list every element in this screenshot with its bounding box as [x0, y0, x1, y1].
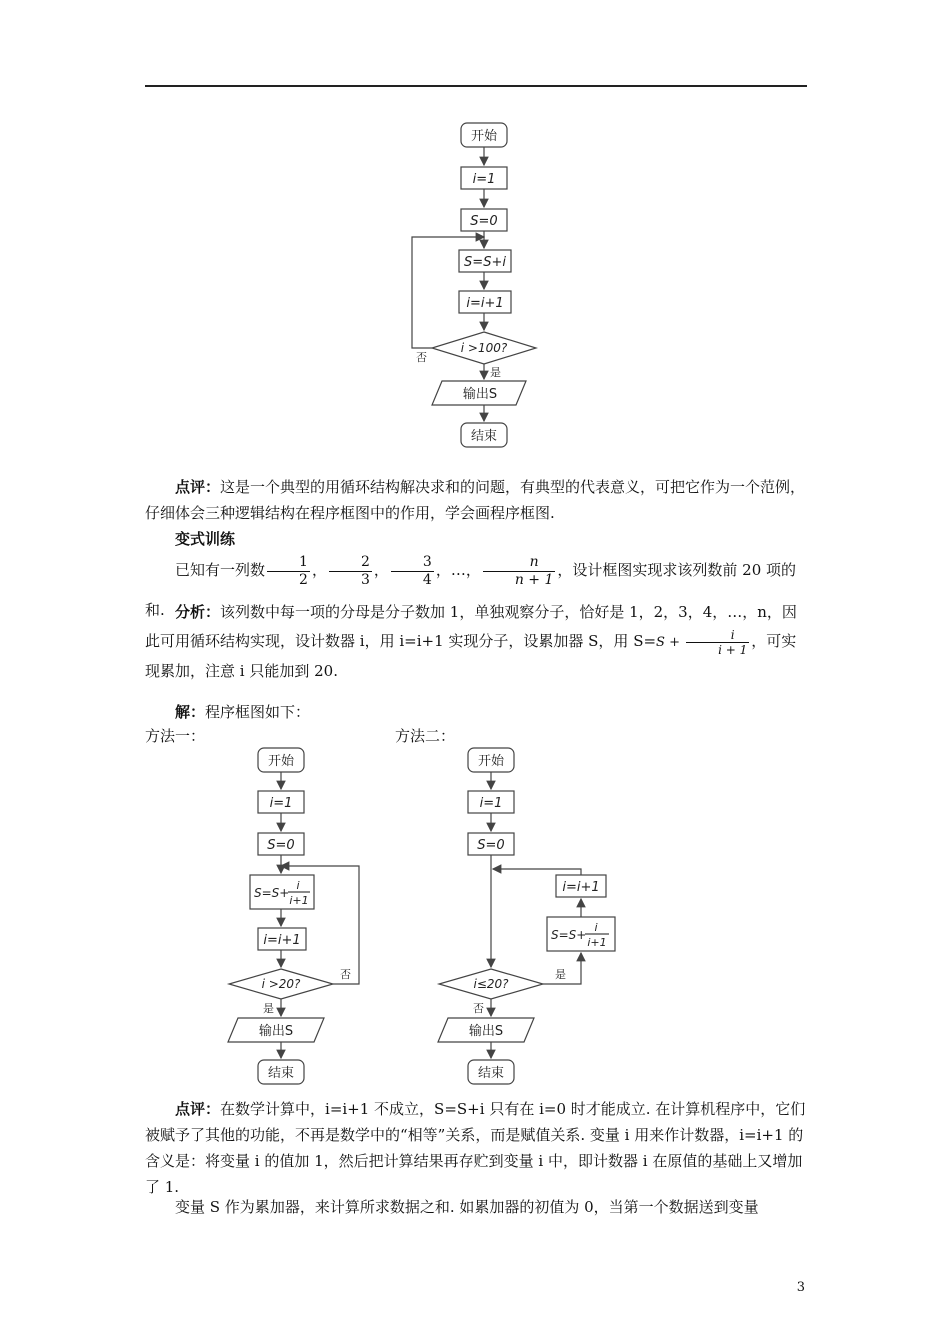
fc2-init-i-label: i=1 — [269, 796, 293, 811]
variant-heading — [145, 526, 807, 552]
fc2-accum-frac-num: i — [296, 879, 300, 892]
fc2-no-label: 否 — [340, 968, 351, 981]
fc1-init-i-label: i=1 — [472, 172, 496, 187]
seq-fraction-last: $\frac{n}{n + 1}$ — [483, 554, 556, 589]
fc3-init-i-label: i=1 — [479, 796, 503, 811]
flowchart-main — [400, 115, 560, 455]
problem-statement: 已知有一列数 $\frac{1}{2}$ ， $\frac{2}{3}$ ， $\frac{3}{4}$ ，…， $\frac{n}{n + 1}$ ，设计框图实现求该列数前 20 项的和. — [145, 553, 797, 619]
problem-post: ，设计框图实现求该列数前 20 项的和. — [145, 561, 797, 619]
fc3-incr-label: i=i+1 — [562, 880, 600, 895]
comment-paragraph-1 — [145, 474, 807, 526]
fc3-init-s-label: S=0 — [477, 838, 505, 853]
analysis-lead: 分析： — [175, 603, 221, 621]
solution-line — [145, 699, 807, 725]
accumulator-text: 变量 S 作为累加器，来计算所求数据之和. 如累加器的初值为 0，当第一个数据送到变量 — [175, 1198, 759, 1216]
fc3-output-label: 输出S — [468, 1024, 504, 1039]
comment-text-2: 在数学计算中，i=i+1 不成立，S=S+i 只有在 i=0 时才能成立. 在计算机程序中，它们被赋予了其他的功能，不再是数学中的“相等”关系，而是赋值关系. 变量 i 用来作计数器，i=i+1 的含义是：将变量 i 的值加 1，然后把计算结果再存贮到变量 i 中，即计数器 i 在原值的基础上又增加了 1. — [145, 1100, 806, 1196]
flowchart-method-2 — [433, 742, 623, 1087]
seq-fraction-3: $\frac{3}{4}$ — [391, 554, 434, 589]
fc1-output-label: 输出S — [462, 387, 498, 402]
fc2-cond-label: i >20? — [261, 977, 301, 991]
seq-fraction-2: $\frac{2}{3}$ — [329, 554, 372, 589]
comment-text-1: 这是一个典型的用循环结构解决求和的问题，有典型的代表意义，可把它作为一个范例，仔细体会三种逻辑结构在程序框图中的作用，学会画程序框图. — [145, 478, 806, 522]
method-1-label: 方法一： — [145, 727, 206, 745]
solution-lead: 解： — [175, 703, 206, 721]
solution-text: 程序框图如下： — [205, 703, 311, 721]
seq-fraction-1: $\frac{1}{2}$ — [267, 554, 310, 589]
comment-lead-1: 点评： — [175, 478, 221, 496]
fc3-accum-prefix: S=S+ — [551, 928, 587, 942]
fc3-cond-label: i≤20? — [473, 977, 509, 991]
fc1-cond-label: i >100? — [460, 341, 508, 355]
fc2-init-s-label: S=0 — [267, 838, 295, 853]
header-rule — [145, 85, 807, 87]
variant-heading-text: 变式训练 — [175, 530, 236, 548]
analysis-fraction: $\frac{i}{i + 1}$ — [686, 628, 749, 657]
comment-paragraph-2 — [145, 1096, 807, 1200]
fc2-accum-frac-den: i+1 — [289, 894, 309, 907]
fc2-start-label: 开始 — [267, 754, 295, 769]
fc2-incr-label: i=i+1 — [263, 933, 301, 948]
fc3-accum-frac-den: i+1 — [587, 936, 607, 949]
fc2-accum-prefix: S=S+ — [254, 886, 290, 900]
problem-ellipsis: ，…， — [435, 561, 481, 579]
accumulator-paragraph — [145, 1194, 807, 1220]
flowchart-method-1 — [222, 742, 382, 1087]
method-2-label: 方法二： — [395, 727, 456, 745]
fc1-init-s-label: S=0 — [470, 214, 498, 229]
fc1-yes-label: 是 — [490, 366, 501, 379]
fc1-no-label: 否 — [416, 351, 427, 364]
fc2-end-label: 结束 — [267, 1066, 295, 1081]
fc2-output-label: 输出S — [258, 1024, 294, 1039]
analysis-frac-prefix: S + — [656, 635, 685, 650]
analysis-paragraph — [145, 598, 807, 686]
fc3-accum-frac-num: i — [594, 921, 598, 934]
fc1-incr-label: i=i+1 — [466, 296, 504, 311]
fc3-end-label: 结束 — [477, 1066, 505, 1081]
fc1-start-label: 开始 — [470, 129, 498, 144]
comment-lead-2: 点评： — [175, 1100, 221, 1118]
analysis-text-1: 该列数中每一项的分母是分子数加 1，单独观察分子，恰好是 1，2，3，4，…，n，因此可用循环结构实现，设计数器 i，用 i=i+1 实现分子，设累加器 S，用 S= — [145, 603, 797, 650]
fc2-yes-label: 是 — [263, 1002, 274, 1015]
fc3-no-label: 否 — [473, 1002, 484, 1015]
analysis-text-2: ，可实现累加，注意 i 只能加到 20. — [145, 632, 797, 680]
fc1-accum-label: S=S+i — [464, 255, 506, 270]
fc3-yes-label: 是 — [555, 968, 566, 981]
fc3-start-label: 开始 — [477, 754, 505, 769]
page-number: 3 — [796, 1280, 805, 1295]
fc1-end-label: 结束 — [470, 429, 498, 444]
problem-pre: 已知有一列数 — [175, 561, 266, 579]
